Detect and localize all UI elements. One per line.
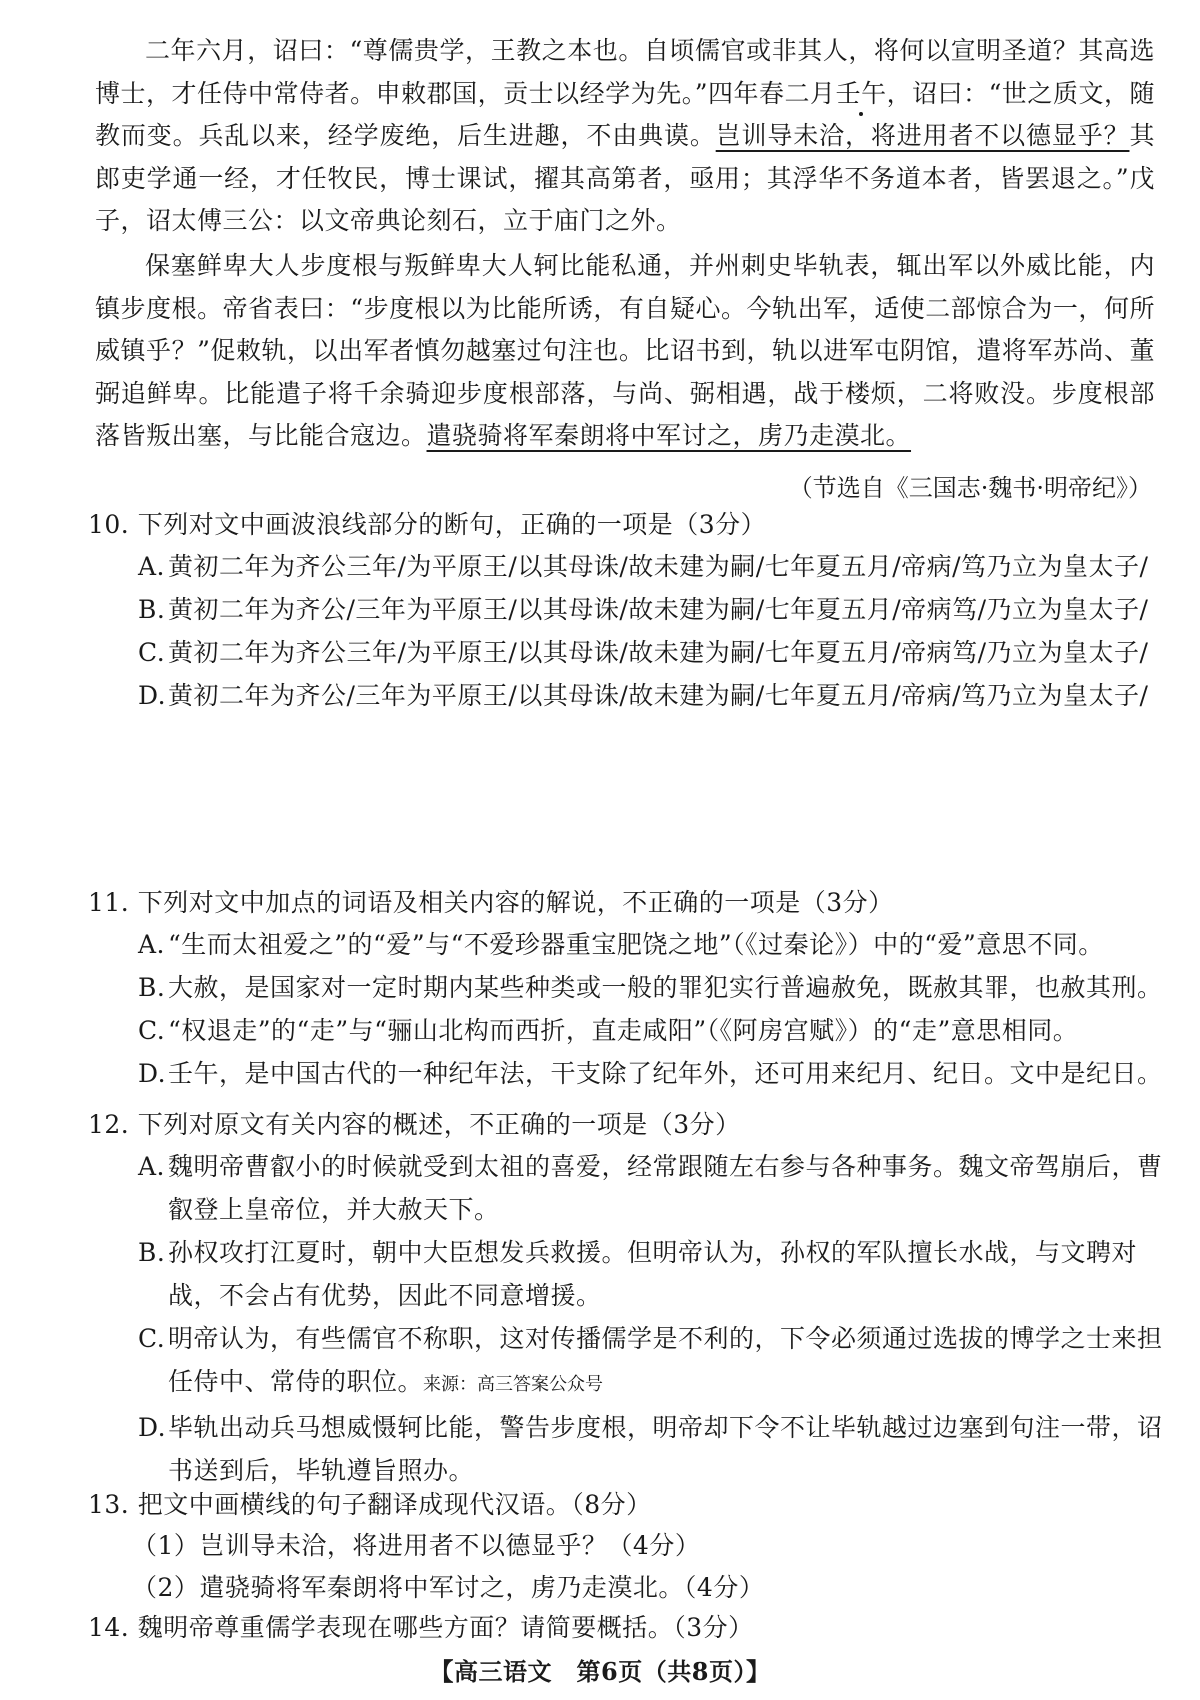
option-label: A. xyxy=(138,1152,166,1181)
option-c xyxy=(88,1317,1168,1406)
option-text: 黄初二年为齐公三年/为平原王/以其母诛/故未建为嗣/七年夏五月/帝病笃/乃立为皇太子/ xyxy=(168,638,1149,667)
option-d xyxy=(88,1052,1168,1095)
option-a xyxy=(88,1145,1168,1231)
question-10 xyxy=(88,505,1168,717)
option-text: 大赦，是国家对一定时期内某些种类或一般的罪犯实行普遍赦免，既赦其罪，也赦其刑。 xyxy=(168,973,1163,1002)
passage-text: 二年六月，诏曰：“尊儒贵学，王教之本也。自顷儒官或非其人，将何以宣明圣道？其高选博士，才任侍中常侍者。申敕郡国，贡士以经学为先。”四年春二月 xyxy=(95,36,1155,108)
option-label: D. xyxy=(138,681,167,710)
option-text: 魏明帝曹叡小的时候就受到太祖的喜爱，经常跟随左右参与各种事务。魏文帝驾崩后，曹叡登上皇帝位，并大赦天下。 xyxy=(168,1152,1163,1224)
underlined-sentence-1: 岂训导未洽，将进用者不以德显乎？ xyxy=(715,121,1130,150)
option-label: B. xyxy=(138,1238,166,1267)
question-14 xyxy=(88,1608,1168,1648)
passage-source: （节选自《三国志·魏书·明帝纪》） xyxy=(788,474,1152,502)
option-a xyxy=(88,923,1168,966)
option-d xyxy=(88,1406,1168,1492)
option-label: C. xyxy=(138,1016,166,1045)
option-label: C. xyxy=(138,638,166,667)
page-footer: 【高三语文 第6页（共8页）】 xyxy=(429,1657,771,1686)
passage-paragraph-2 xyxy=(95,245,1155,458)
option-text: 壬午，是中国古代的一种纪年法，干支除了纪年外，还可用来纪月、纪日。文中是纪日。 xyxy=(168,1059,1163,1088)
option-label: D. xyxy=(138,1413,167,1442)
option-label: D. xyxy=(138,1059,167,1088)
question-title: 11. 下列对文中加点的词语及相关内容的解说，不正确的一项是（3分） xyxy=(88,888,894,917)
option-a xyxy=(88,545,1168,588)
question-title: 10. 下列对文中画波浪线部分的断句，正确的一项是（3分） xyxy=(88,510,767,539)
question-title: 12. 下列对原文有关内容的概述，不正确的一项是（3分） xyxy=(88,1110,741,1139)
dotted-word: 壬午 xyxy=(835,78,887,108)
passage-paragraph-1 xyxy=(95,30,1155,243)
option-b xyxy=(88,588,1168,631)
question-13 xyxy=(88,1485,1168,1609)
option-label: C. xyxy=(138,1324,166,1353)
passage-text: 其郎吏学通一经，才任牧民，博士课试，擢其高第者，亟用；其浮华不务道本者，皆罢退之。”戊子，诏太傅三公：以文帝典论刻石，立于庙门之外。 xyxy=(95,121,1155,235)
option-label: A. xyxy=(138,930,166,959)
source-note: 来源：高三答案公众号 xyxy=(423,1374,604,1395)
option-b xyxy=(88,966,1168,1009)
option-c xyxy=(88,631,1168,674)
option-text: 孙权攻打江夏时，朝中大臣想发兵救援。但明帝认为，孙权的军队擅长水战，与文聘对战，不会占有优势，因此不同意增援。 xyxy=(168,1238,1138,1310)
option-d xyxy=(88,674,1168,717)
question-12 xyxy=(88,1105,1168,1492)
option-c xyxy=(88,1009,1168,1052)
option-label: B. xyxy=(138,595,166,624)
question-title: 14. 魏明帝尊重儒学表现在哪些方面？请简要概括。（3分） xyxy=(88,1613,754,1642)
underlined-sentence-2: 遣骁骑将军秦朗将中军讨之，虏乃走漠北。 xyxy=(426,421,912,450)
option-text: 黄初二年为齐公三年/为平原王/以其母诛/故未建为嗣/七年夏五月/帝病/笃乃立为皇太子/ xyxy=(168,552,1149,581)
option-text: “生而太祖爱之”的“爱”与“不爱珍器重宝肥饶之地”（《过秦论》）中的“爱”意思不同。 xyxy=(168,930,1104,959)
option-label: A. xyxy=(138,552,166,581)
option-text: 明帝认为，有些儒官不称职，这对传播儒学是不利的，下令必须通过选拔的博学之士来担任侍中、常侍的职位。 xyxy=(168,1324,1163,1396)
option-b xyxy=(88,1231,1168,1317)
passage-text: 保塞鲜卑大人步度根与叛鲜卑大人轲比能私通，并州刺史毕轨表，辄出军以外威比能，内镇步度根。帝省表曰：“步度根以为比能所诱，有自疑心。今轨出军，适使二部惊合为一，何所威镇乎？”促敕轨，以出军者慎勿越塞过句注也。比诏书到，轨以进军屯阴馆，遣将军苏尚、董弼追鲜卑。比能遣子将千余骑迎步度根部落，与尚、弼相遇，战于楼烦，二将败没。步度根部落皆叛出塞，与比能合寇边。 xyxy=(95,251,1155,450)
sub-question-1: （1）岂训导未洽，将进用者不以德显乎？（4分） xyxy=(132,1531,701,1560)
question-11 xyxy=(88,883,1168,1095)
option-text: 毕轨出动兵马想威慑轲比能，警告步度根，明帝却下令不让毕轨越过边塞到句注一带，诏书送到后，毕轨遵旨照办。 xyxy=(168,1413,1163,1485)
sub-question-2: （2）遣骁骑将军秦朗将中军讨之，虏乃走漠北。（4分） xyxy=(132,1573,765,1602)
question-title: 13. 把文中画横线的句子翻译成现代汉语。（8分） xyxy=(88,1490,652,1519)
passage-text: ，诏曰：“世之质文，随教而变。兵乱以来，经学废绝，后生进趣，不由典谟。 xyxy=(95,78,1155,150)
option-text: 黄初二年为齐公/三年为平原王/以其母诛/故未建为嗣/七年夏五月/帝病/笃乃立为皇太子/ xyxy=(168,681,1149,710)
option-text: 黄初二年为齐公/三年为平原王/以其母诛/故未建为嗣/七年夏五月/帝病笃/乃立为皇太子/ xyxy=(168,595,1149,624)
option-text: “权退走”的“走”与“骊山北构而西折，直走咸阳”（《阿房宫赋》）的“走”意思相同。 xyxy=(168,1016,1079,1045)
option-label: B. xyxy=(138,973,166,1002)
